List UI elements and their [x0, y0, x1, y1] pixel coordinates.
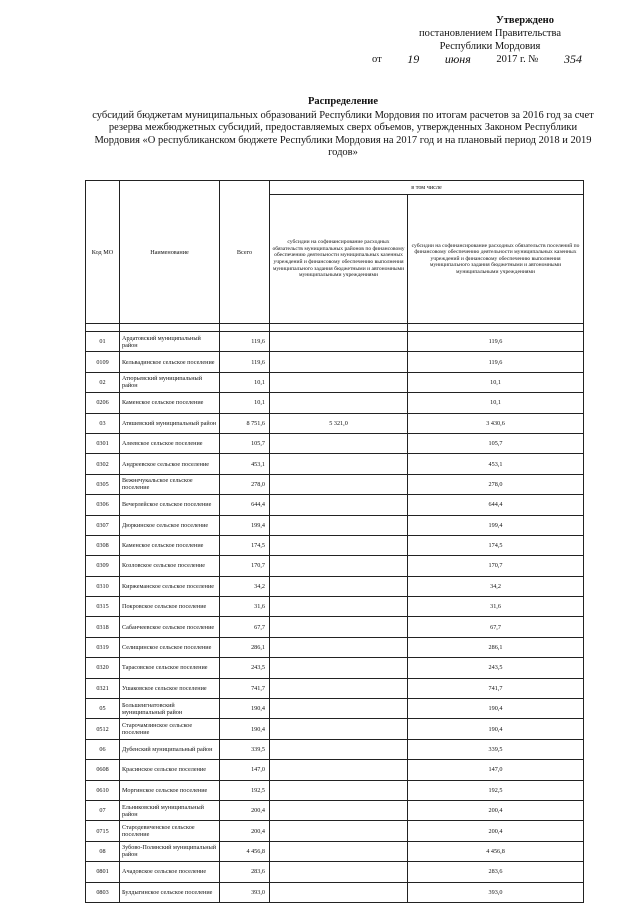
table-row: [86, 699, 584, 719]
row-subsidy-districts: [270, 454, 408, 474]
row-name: Атюрьевский муниципальный район: [120, 372, 220, 392]
row-name: Козловское сельское поселение: [120, 556, 220, 576]
table-row: [86, 760, 584, 780]
row-subsidy-settlements: 200,4: [408, 821, 584, 841]
header-spacer: [408, 324, 584, 332]
row-name: Зубово-Полянский муниципальный район: [120, 841, 220, 861]
table-row: [86, 515, 584, 535]
row-subsidy-settlements: 34,2: [408, 576, 584, 596]
row-total: 741,7: [220, 678, 270, 698]
row-subsidy-settlements: 147,0: [408, 760, 584, 780]
row-name: Атяшевский муниципальный район: [120, 413, 220, 433]
row-code: 01: [86, 332, 120, 352]
row-code: 0206: [86, 393, 120, 413]
row-subsidy-districts: [270, 678, 408, 698]
row-code: 0608: [86, 760, 120, 780]
header-total: Всего: [220, 181, 270, 324]
row-name: Красинское сельское поселение: [120, 760, 220, 780]
row-name: Киржеманское сельское поселение: [120, 576, 220, 596]
row-total: 147,0: [220, 760, 270, 780]
table-row: [86, 372, 584, 392]
row-subsidy-districts: [270, 393, 408, 413]
row-total: 192,5: [220, 780, 270, 800]
row-name: Ушаковское сельское поселение: [120, 678, 220, 698]
row-name: Селищинское сельское поселение: [120, 637, 220, 657]
document-title: [86, 96, 600, 160]
header-spacer: [270, 324, 408, 332]
row-total: 339,5: [220, 739, 270, 759]
row-subsidy-settlements: 200,4: [408, 800, 584, 820]
row-code: 0320: [86, 658, 120, 678]
row-subsidy-settlements: 393,0: [408, 882, 584, 902]
row-subsidy-settlements: 199,4: [408, 515, 584, 535]
row-subsidy-districts: [270, 780, 408, 800]
row-total: 199,4: [220, 515, 270, 535]
table-row: [86, 332, 584, 352]
row-subsidy-districts: [270, 495, 408, 515]
table-body: [86, 332, 584, 903]
row-subsidy-districts: [270, 352, 408, 372]
approved-label: Утверждено: [496, 15, 554, 26]
row-name: Ардатовский муниципальный район: [120, 332, 220, 352]
decree-number: 354: [563, 52, 582, 66]
row-code: 03: [86, 413, 120, 433]
row-name: Большеигнатовский муниципальный район: [120, 699, 220, 719]
row-name: Андреевское сельское поселение: [120, 454, 220, 474]
row-subsidy-settlements: 119,6: [408, 332, 584, 352]
row-code: 0803: [86, 882, 120, 902]
row-code: 05: [86, 699, 120, 719]
header-including: в том числе: [270, 181, 584, 195]
header-subsidy-settlements: субсидии на софинансирование расходных обязательств поселений по финансовому обеспечению деятельности муниципальных казенных учреждений и финансовому обеспечению выполнения муниципального задания бюджетными и автономными муниципальными учреждениями: [408, 195, 584, 324]
row-subsidy-settlements: 119,6: [408, 352, 584, 372]
row-code: 0306: [86, 495, 120, 515]
table-row: [86, 821, 584, 841]
approval-block: [360, 14, 620, 66]
row-name: Ельниковский муниципальный район: [120, 800, 220, 820]
row-subsidy-settlements: 174,5: [408, 535, 584, 555]
row-subsidy-districts: [270, 699, 408, 719]
row-total: 190,4: [220, 719, 270, 739]
row-subsidy-settlements: 105,7: [408, 433, 584, 453]
table-row: [86, 433, 584, 453]
table-row: [86, 637, 584, 657]
row-total: 170,7: [220, 556, 270, 576]
row-total: 174,5: [220, 535, 270, 555]
row-code: 0715: [86, 821, 120, 841]
table-row: [86, 535, 584, 555]
row-subsidy-districts: [270, 862, 408, 882]
row-name: Вежнечукальское сельское поселение: [120, 474, 220, 494]
row-subsidy-districts: [270, 800, 408, 820]
row-subsidy-districts: [270, 433, 408, 453]
row-total: 243,5: [220, 658, 270, 678]
row-code: 0301: [86, 433, 120, 453]
row-subsidy-settlements: 31,6: [408, 597, 584, 617]
row-subsidy-settlements: 10,1: [408, 372, 584, 392]
row-code: 0309: [86, 556, 120, 576]
row-name: Покровское сельское поселение: [120, 597, 220, 617]
row-total: 10,1: [220, 372, 270, 392]
approval-date-line: [372, 53, 582, 66]
row-subsidy-districts: [270, 821, 408, 841]
header-name: Наименование: [120, 181, 220, 324]
row-total: 286,1: [220, 637, 270, 657]
row-subsidy-districts: [270, 882, 408, 902]
row-code: 0801: [86, 862, 120, 882]
table-row: [86, 862, 584, 882]
row-subsidy-districts: [270, 841, 408, 861]
row-total: 10,1: [220, 393, 270, 413]
table-row: [86, 719, 584, 739]
table-row: [86, 658, 584, 678]
table-row: [86, 352, 584, 372]
row-subsidy-settlements: 339,5: [408, 739, 584, 759]
row-name: Ачадовское сельское поселение: [120, 862, 220, 882]
row-code: 0321: [86, 678, 120, 698]
row-name: Стародевиченское сельское поселение: [120, 821, 220, 841]
row-subsidy-districts: [270, 576, 408, 596]
row-total: 105,7: [220, 433, 270, 453]
table-row: [86, 841, 584, 861]
row-subsidy-settlements: 67,7: [408, 617, 584, 637]
date-month: июня: [444, 52, 471, 66]
row-subsidy-districts: [270, 739, 408, 759]
row-subsidy-districts: [270, 637, 408, 657]
table-row: [86, 617, 584, 637]
row-name: Кельвадинское сельское поселение: [120, 352, 220, 372]
row-total: 4 456,8: [220, 841, 270, 861]
row-name: Дюркинское сельское поселение: [120, 515, 220, 535]
row-subsidy-districts: [270, 556, 408, 576]
row-subsidy-districts: [270, 597, 408, 617]
row-total: 453,1: [220, 454, 270, 474]
table-row: [86, 393, 584, 413]
distribution-table: [85, 180, 584, 903]
row-name: Булдыгинское сельское поселение: [120, 882, 220, 902]
row-subsidy-settlements: 286,1: [408, 637, 584, 657]
header-spacer: [86, 324, 120, 332]
row-total: 31,6: [220, 597, 270, 617]
row-code: 0610: [86, 780, 120, 800]
approval-line-1: постановлением Правительства: [418, 28, 561, 39]
row-subsidy-settlements: 170,7: [408, 556, 584, 576]
row-code: 0302: [86, 454, 120, 474]
row-subsidy-settlements: 278,0: [408, 474, 584, 494]
row-total: 8 751,6: [220, 413, 270, 433]
header-subsidy-districts: субсидии на софинансирование расходных обязательств муниципальных районов по финансовому обеспечению деятельности муниципальных казенных учреждений и финансовому обеспечению выполнения муниципального задания бюджетными и автономными муниципальными учреждениями: [270, 195, 408, 324]
row-name: Тарасовское сельское поселение: [120, 658, 220, 678]
date-day: 19: [407, 52, 420, 66]
table-row: [86, 454, 584, 474]
row-subsidy-districts: [270, 515, 408, 535]
row-subsidy-districts: [270, 617, 408, 637]
row-subsidy-settlements: 453,1: [408, 454, 584, 474]
table-row: [86, 739, 584, 759]
row-subsidy-districts: [270, 332, 408, 352]
row-code: 0109: [86, 352, 120, 372]
header-spacer: [120, 324, 220, 332]
row-total: 67,7: [220, 617, 270, 637]
row-subsidy-districts: 5 321,0: [270, 413, 408, 433]
row-name: Старочамзинское сельское поселение: [120, 719, 220, 739]
approval-line-2: Республики Мордовия: [439, 41, 541, 52]
row-subsidy-districts: [270, 372, 408, 392]
row-subsidy-settlements: 190,4: [408, 719, 584, 739]
title-body: субсидий бюджетам муниципальных образований Республики Мордовия по итогам расчетов за 2016 год за счет резерва межбюджетных субсидий, предоставляемых сверх объемов, утвержденных Законом Республики Мордовия «О республиканском бюджете Республики Мордовия на 2017 год и на плановый период 2018 и 2019 годов»: [92, 109, 594, 159]
row-code: 0315: [86, 597, 120, 617]
date-year: 2017 г. №: [496, 54, 539, 65]
row-name: Вечерлейское сельское поселение: [120, 495, 220, 515]
row-code: 0305: [86, 474, 120, 494]
row-total: 393,0: [220, 882, 270, 902]
table-row: [86, 678, 584, 698]
row-total: 34,2: [220, 576, 270, 596]
row-code: 0318: [86, 617, 120, 637]
row-subsidy-districts: [270, 658, 408, 678]
row-subsidy-districts: [270, 760, 408, 780]
row-code: 0319: [86, 637, 120, 657]
row-code: 0307: [86, 515, 120, 535]
row-name: Моргинское сельское поселение: [120, 780, 220, 800]
row-total: 119,6: [220, 352, 270, 372]
row-code: 07: [86, 800, 120, 820]
row-subsidy-settlements: 243,5: [408, 658, 584, 678]
table-row: [86, 597, 584, 617]
row-code: 02: [86, 372, 120, 392]
row-total: 200,4: [220, 800, 270, 820]
row-subsidy-settlements: 283,6: [408, 862, 584, 882]
table-row: [86, 495, 584, 515]
row-subsidy-districts: [270, 719, 408, 739]
row-name: Сабанчеевское сельское поселение: [120, 617, 220, 637]
header-spacer: [220, 324, 270, 332]
row-name: Алеевское сельское поселение: [120, 433, 220, 453]
row-subsidy-settlements: 741,7: [408, 678, 584, 698]
row-subsidy-settlements: 10,1: [408, 393, 584, 413]
row-code: 06: [86, 739, 120, 759]
row-total: 119,6: [220, 332, 270, 352]
table-row: [86, 556, 584, 576]
title-heading: Распределение: [307, 96, 379, 107]
row-code: 08: [86, 841, 120, 861]
row-total: 190,4: [220, 699, 270, 719]
row-code: 0308: [86, 535, 120, 555]
row-subsidy-districts: [270, 535, 408, 555]
row-code: 0310: [86, 576, 120, 596]
row-name: Каменское сельское поселение: [120, 535, 220, 555]
row-total: 644,4: [220, 495, 270, 515]
table-row: [86, 474, 584, 494]
row-name: Каменское сельское поселение: [120, 393, 220, 413]
row-total: 278,0: [220, 474, 270, 494]
date-prefix: от: [372, 54, 382, 65]
table-row: [86, 413, 584, 433]
table-row: [86, 780, 584, 800]
row-total: 200,4: [220, 821, 270, 841]
header-code: Код МО: [86, 181, 120, 324]
table-row: [86, 576, 584, 596]
row-total: 283,6: [220, 862, 270, 882]
row-subsidy-settlements: 192,5: [408, 780, 584, 800]
row-subsidy-settlements: 190,4: [408, 699, 584, 719]
row-subsidy-settlements: 644,4: [408, 495, 584, 515]
row-name: Дубенский муниципальный район: [120, 739, 220, 759]
table-row: [86, 800, 584, 820]
table-row: [86, 882, 584, 902]
row-subsidy-districts: [270, 474, 408, 494]
row-subsidy-settlements: 4 456,8: [408, 841, 584, 861]
row-code: 0512: [86, 719, 120, 739]
row-subsidy-settlements: 3 430,6: [408, 413, 584, 433]
